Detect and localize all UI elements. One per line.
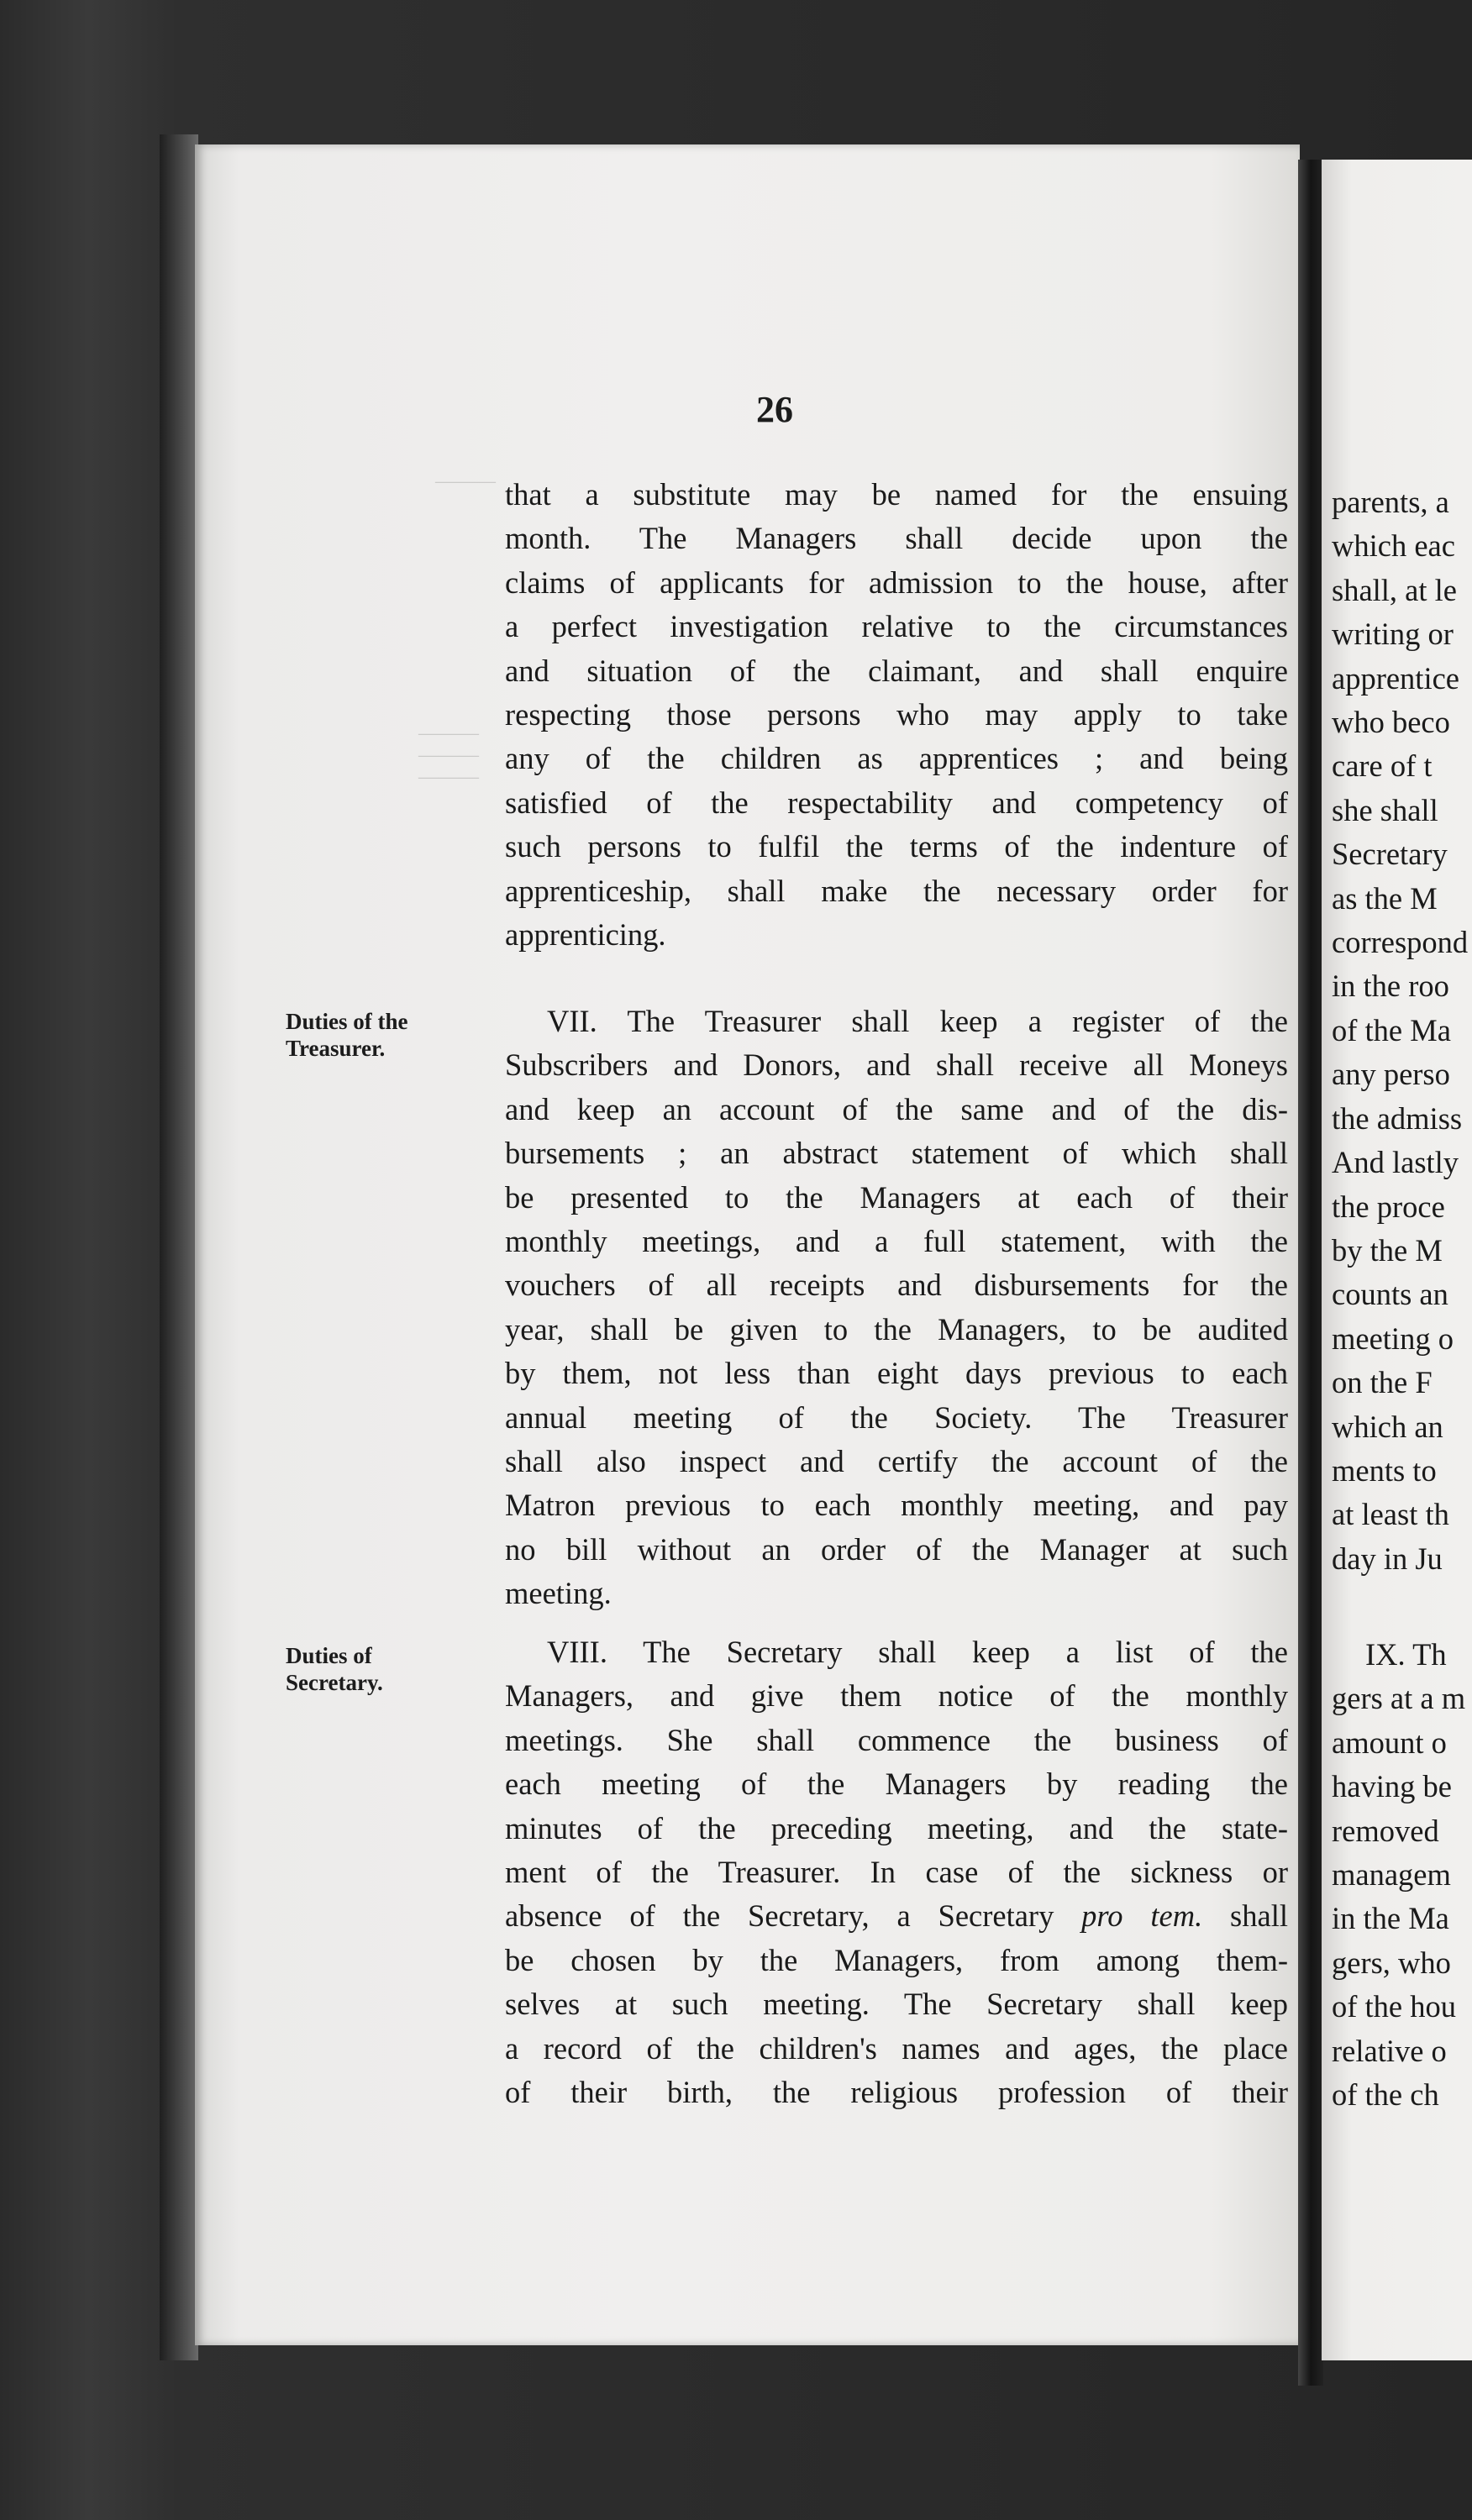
- text-line: on the F: [1332, 1365, 1433, 1400]
- page-number: 26: [756, 389, 793, 430]
- text-line: monthly meetings, and a full statement, with the: [505, 1224, 1288, 1259]
- text-line: gers at a m: [1332, 1681, 1466, 1716]
- italic-phrase: pro tem.: [1081, 1898, 1203, 1934]
- margin-note-secretary: [286, 1642, 454, 1696]
- text-line: ments to: [1332, 1452, 1437, 1488]
- margin-note-line: Secretary.: [286, 1670, 383, 1695]
- text-line: by the M: [1332, 1232, 1443, 1268]
- article-vii: [505, 1000, 1288, 1616]
- margin-note-line: Duties of: [286, 1643, 372, 1668]
- text-line: writing or: [1332, 617, 1454, 652]
- text-line: at least th: [1332, 1497, 1449, 1532]
- text-line: apprenticeship, shall make the necessary order for: [505, 873, 1288, 908]
- text-line: and keep an account of the same and of the dis-: [505, 1091, 1288, 1126]
- text-line: VIII. The Secretary shall keep a list of the: [547, 1635, 1288, 1669]
- text-line: ment of the Treasurer. In case of the sickness or: [505, 1855, 1288, 1890]
- text-line: of their birth, the religious profession of their: [505, 2075, 1288, 2110]
- text-line: managem: [1332, 1857, 1451, 1893]
- text-line: amount o: [1332, 1725, 1447, 1760]
- text-line: of the ch: [1332, 2077, 1439, 2113]
- text-line: Matron previous to each monthly meeting, and pay: [505, 1488, 1288, 1523]
- text-line: in the Ma: [1332, 1901, 1449, 1936]
- right-page-text-bottom: [1332, 1633, 1472, 2117]
- text-line: IX. Th: [1365, 1637, 1447, 1672]
- text-line: no bill without an order of the Manager at such: [505, 1531, 1288, 1567]
- text-line: she shall: [1332, 792, 1438, 827]
- text-line: any of the children as apprentices ; and being: [505, 741, 1288, 776]
- text-line: VII. The Treasurer shall keep a register of the: [547, 1004, 1288, 1038]
- text-line: in the roo: [1332, 969, 1449, 1004]
- text-line: each meeting of the Managers by reading the: [505, 1767, 1288, 1802]
- text-line: selves at such meeting. The Secretary shall keep: [505, 1987, 1288, 2022]
- book-gutter: [1298, 160, 1323, 2386]
- text-line: as the M: [1332, 880, 1438, 916]
- text-line: be presented to the Managers at each of their: [505, 1179, 1288, 1215]
- text-line: respecting those persons who may apply to take: [505, 697, 1288, 732]
- text-line: relative o: [1332, 2033, 1447, 2068]
- text-line: be chosen by the Managers, from among them-: [505, 1942, 1288, 1977]
- text-line: such persons to fulfil the terms of the indenture of: [505, 829, 1288, 864]
- text-line: bursements ; an abstract statement of which shall: [505, 1136, 1288, 1171]
- article-viii: [505, 1630, 1288, 2114]
- text-line: by them, not less than eight days previous to each: [505, 1356, 1288, 1391]
- text-line: minutes of the preceding meeting, and the state-: [505, 1810, 1288, 1845]
- text-line: month. The Managers shall decide upon the: [505, 521, 1288, 556]
- text-line: the proce: [1332, 1189, 1445, 1224]
- text-line: which an: [1332, 1409, 1443, 1444]
- text-line: any perso: [1332, 1057, 1450, 1092]
- text-line: who beco: [1332, 705, 1450, 740]
- text-line: apprenticing.: [505, 917, 666, 953]
- text-line: care of t: [1332, 748, 1433, 784]
- margin-note-treasurer: [286, 1008, 454, 1062]
- text-line: meetings. She shall commence the business of: [505, 1722, 1288, 1757]
- text-line: which eac: [1332, 528, 1455, 564]
- text-line: gers, who: [1332, 1945, 1451, 1980]
- text-fragment: absence of the Secretary, a Secretary: [505, 1898, 1082, 1934]
- text-line: apprentice: [1332, 660, 1459, 696]
- text-line: Subscribers and Donors, and shall receive all Moneys: [505, 1047, 1288, 1083]
- text-line: a record of the children's names and ages, the place: [505, 2030, 1288, 2066]
- text-line: parents, a: [1332, 485, 1449, 519]
- text-line: shall, at le: [1332, 572, 1457, 607]
- text-line: meeting o: [1332, 1320, 1454, 1356]
- text-line: correspond: [1332, 925, 1469, 960]
- text-line: of the Ma: [1332, 1012, 1451, 1047]
- text-line: the admiss: [1332, 1100, 1463, 1136]
- text-line: counts an: [1332, 1277, 1448, 1312]
- text-line: that a substitute may be named for the ensuing: [505, 477, 1288, 512]
- text-line: a perfect investigation relative to the circumstances: [505, 609, 1288, 644]
- bleed-through-mark: ———: [435, 470, 496, 492]
- text-line: satisfied of the respectability and competency of: [505, 785, 1288, 820]
- text-line: Managers, and give them notice of the monthly: [505, 1678, 1288, 1714]
- text-line: day in Ju: [1332, 1541, 1443, 1576]
- text-line: claims of applicants for admission to the house, after: [505, 564, 1288, 600]
- text-line: and situation of the claimant, and shall enquire: [505, 653, 1288, 688]
- text-line: of the hou: [1332, 1989, 1456, 2024]
- right-page-text-top: [1332, 480, 1472, 1581]
- margin-note-line: Duties of the: [286, 1009, 408, 1034]
- text-line: And lastly: [1332, 1145, 1459, 1180]
- text-line: vouchers of all receipts and disbursements for the: [505, 1268, 1288, 1303]
- text-line: having be: [1332, 1769, 1452, 1804]
- paragraph-continuation: [505, 473, 1288, 957]
- text-line: meeting.: [505, 1576, 612, 1611]
- book-edge: [160, 134, 198, 2360]
- text-line: shall also inspect and certify the account of the: [505, 1444, 1288, 1479]
- bleed-through-mark: ——— ——— ———: [418, 722, 479, 788]
- text-line: year, shall be given to the Managers, to be audited: [505, 1311, 1288, 1347]
- text-line: Secretary: [1332, 837, 1448, 872]
- margin-note-line: Treasurer.: [286, 1036, 386, 1061]
- text-line: annual meeting of the Society. The Treasurer: [505, 1399, 1288, 1435]
- text-fragment: shall: [1202, 1898, 1288, 1934]
- text-line: removed: [1332, 1813, 1439, 1848]
- text-line-pro-tem: [505, 1894, 1288, 1938]
